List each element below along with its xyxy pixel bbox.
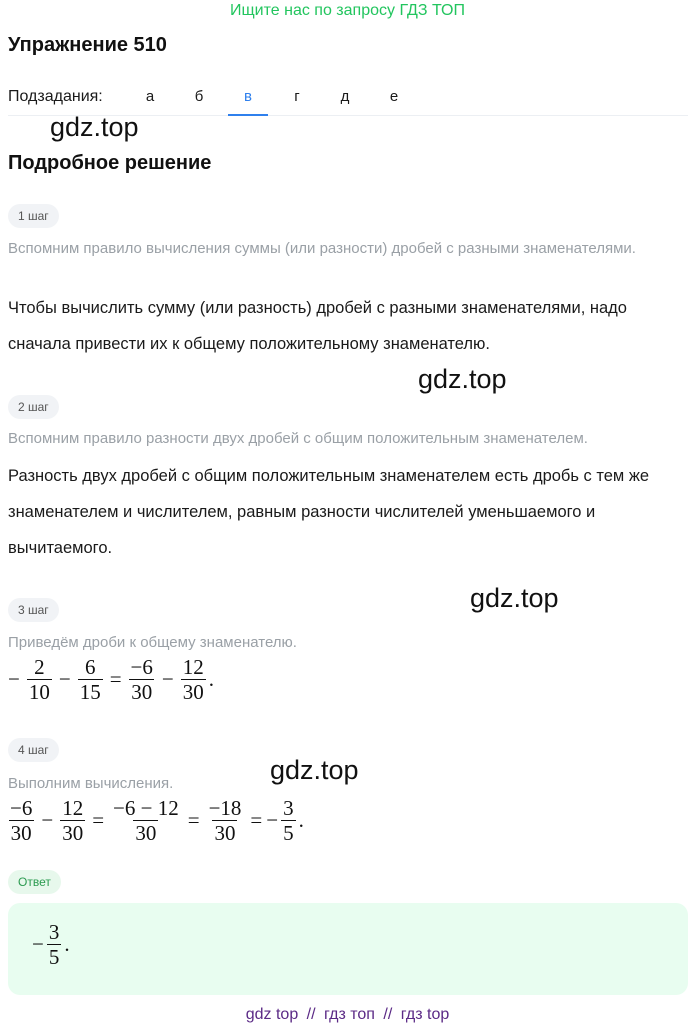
numerator: 2 bbox=[34, 655, 45, 679]
numerator: −18 bbox=[208, 796, 242, 820]
fraction bbox=[78, 656, 103, 703]
footer-separator: // bbox=[306, 1006, 316, 1023]
step-hint: Приведём дроби к общему знаменателю. bbox=[8, 634, 297, 651]
operator: − bbox=[58, 667, 71, 691]
step-hint: Вспомним правило разности двух дробей с общим положительным знаменателем. bbox=[8, 430, 588, 447]
period: . bbox=[298, 808, 304, 832]
tab-v[interactable]: в bbox=[228, 88, 268, 116]
fraction bbox=[8, 797, 34, 844]
step-badge: 3 шаг bbox=[8, 598, 59, 622]
equals-sign: = bbox=[92, 808, 105, 832]
footer-link[interactable]: гдз топ bbox=[324, 1006, 375, 1023]
step-badge: 4 шаг bbox=[8, 738, 59, 762]
footer-link[interactable]: гдз top bbox=[400, 1006, 450, 1023]
answer-badge: Ответ bbox=[8, 870, 61, 894]
numerator: 12 bbox=[62, 796, 84, 820]
operator: − bbox=[161, 667, 174, 691]
fraction bbox=[111, 797, 181, 844]
numerator: 3 bbox=[283, 796, 294, 820]
watermark: gdz.top bbox=[50, 112, 139, 142]
step-badge: 1 шаг bbox=[8, 204, 59, 228]
promo-link[interactable]: Ищите нас по запросу ГДЗ ТОП bbox=[230, 2, 465, 19]
solution-title: Подробное решение bbox=[8, 152, 212, 174]
period: . bbox=[208, 667, 214, 691]
watermark: gdz.top bbox=[418, 364, 507, 394]
fraction bbox=[181, 656, 206, 703]
fraction bbox=[207, 797, 244, 844]
fraction bbox=[27, 656, 52, 703]
denominator: 10 bbox=[28, 680, 50, 704]
watermark: gdz.top bbox=[470, 583, 559, 613]
step-text: Разность двух дробей с общим положительным знаменателем есть дробь с тем же знаменателем и числителем, равным разности числителей уменьшаемого и вычитаемого. bbox=[8, 467, 650, 557]
numerator: −6 bbox=[130, 655, 153, 679]
tab-g[interactable]: г bbox=[294, 88, 300, 105]
equals-sign: = bbox=[187, 808, 200, 832]
denominator: 30 bbox=[135, 821, 157, 845]
denominator: 30 bbox=[214, 821, 236, 845]
answer-formula bbox=[32, 921, 70, 968]
tab-d[interactable]: д bbox=[340, 88, 350, 105]
equals-sign: = bbox=[250, 808, 263, 832]
footer-link[interactable]: gdz top bbox=[245, 1006, 299, 1023]
minus-sign: − bbox=[32, 932, 44, 956]
step-hint: Выполним вычисления. bbox=[8, 775, 174, 792]
denominator: 5 bbox=[48, 945, 60, 969]
fraction bbox=[129, 656, 155, 703]
equals-sign: = bbox=[109, 667, 122, 691]
fraction bbox=[47, 921, 62, 968]
denominator: 30 bbox=[182, 680, 204, 704]
answer-box bbox=[8, 903, 688, 995]
denominator: 30 bbox=[131, 680, 153, 704]
numerator: 3 bbox=[48, 920, 60, 944]
numerator: 6 bbox=[84, 655, 96, 679]
step-badge: 2 шаг bbox=[8, 395, 59, 419]
denominator: 15 bbox=[79, 680, 101, 704]
minus-sign: − bbox=[266, 808, 279, 832]
minus-sign: − bbox=[8, 667, 20, 691]
tab-a[interactable]: а bbox=[145, 88, 155, 105]
fraction bbox=[60, 797, 85, 844]
tab-e[interactable]: е bbox=[389, 88, 399, 105]
step-text: Чтобы вычислить сумму (или разность) дробей с разными знаменателями, надо сначала привести их к общему положительному знаменателю. bbox=[8, 299, 627, 353]
denominator: 30 bbox=[10, 821, 32, 845]
tab-b[interactable]: б bbox=[194, 88, 204, 105]
exercise-title: Упражнение 510 bbox=[8, 34, 167, 56]
numerator: −6 bbox=[10, 796, 33, 820]
step-3-formula bbox=[8, 656, 214, 703]
footer-separator: // bbox=[383, 1006, 393, 1023]
footer-links bbox=[0, 1006, 695, 1024]
fraction bbox=[281, 797, 296, 844]
step-hint: Вспомним правило вычисления суммы (или разности) дробей с разными знаменателями. bbox=[8, 240, 636, 257]
step-4-formula bbox=[8, 797, 304, 844]
numerator: −6 − 12 bbox=[113, 796, 179, 820]
subtasks-label: Подзадания: bbox=[8, 88, 103, 105]
period: . bbox=[64, 932, 70, 956]
denominator: 30 bbox=[62, 821, 84, 845]
denominator: 5 bbox=[283, 821, 294, 845]
operator: − bbox=[41, 808, 54, 832]
numerator: 12 bbox=[182, 655, 204, 679]
watermark: gdz.top bbox=[270, 755, 359, 785]
